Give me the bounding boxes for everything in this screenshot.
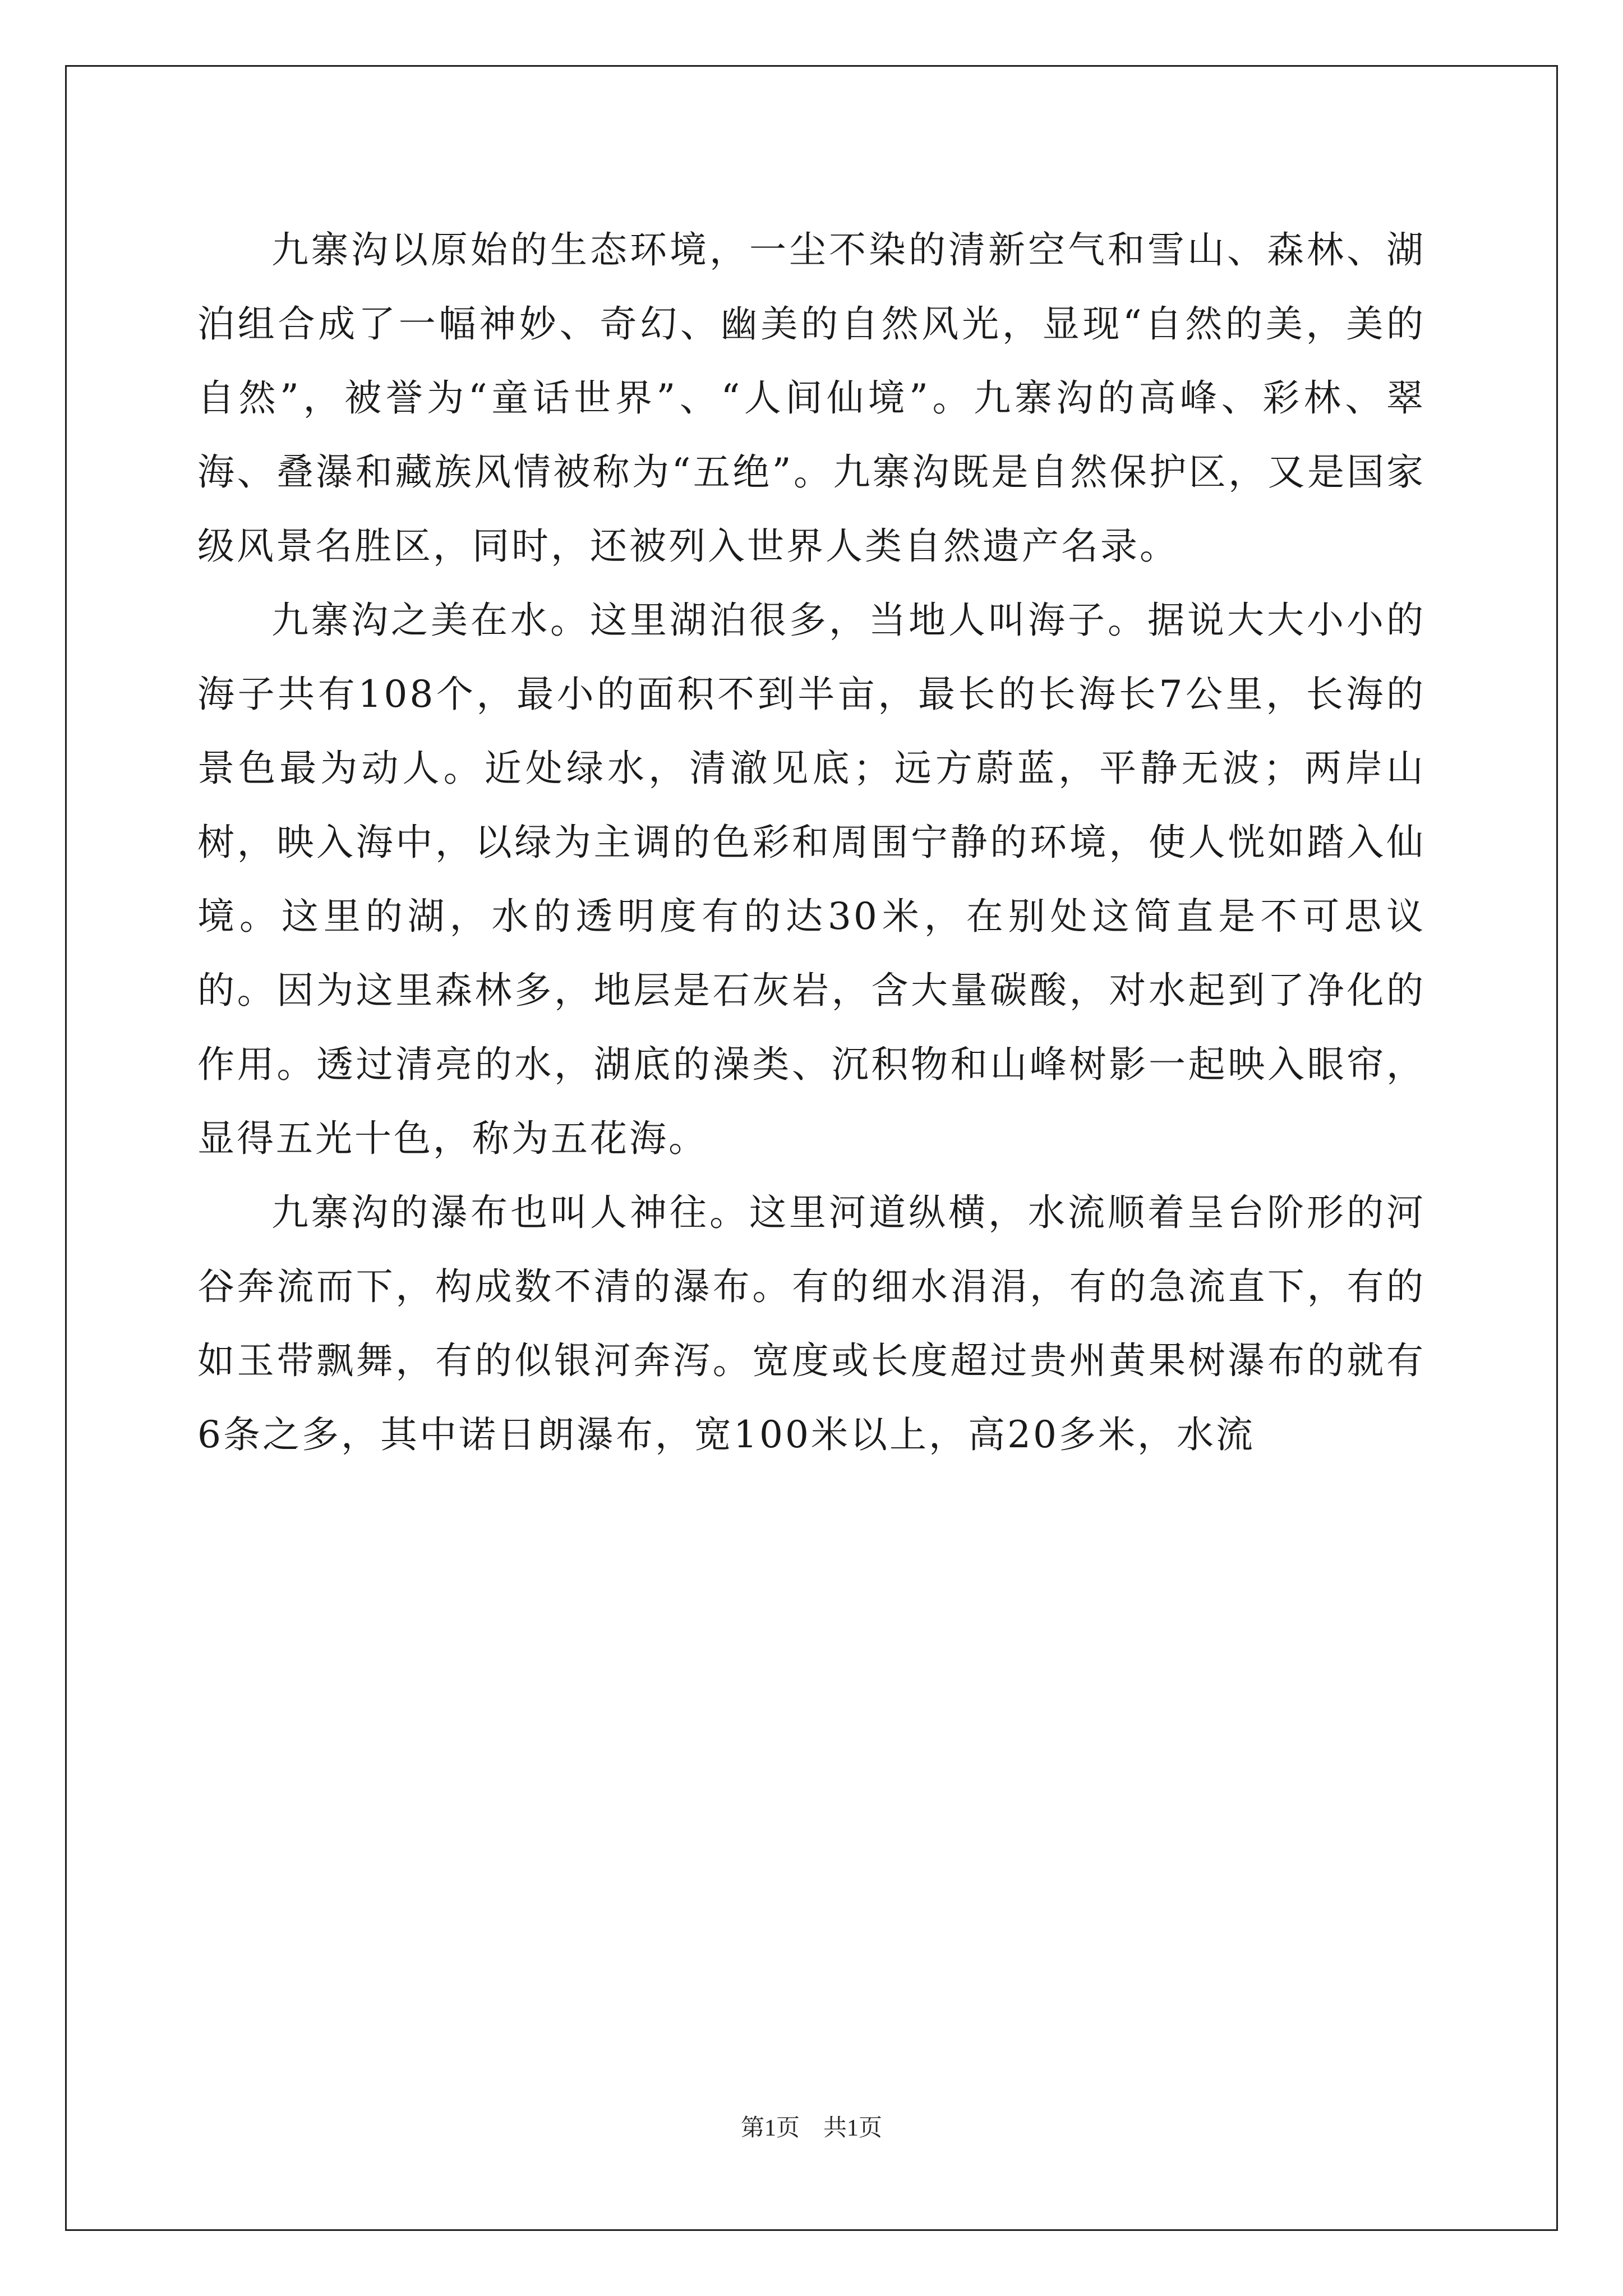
document-body (197, 213, 1426, 1472)
paragraph-2: 九寨沟之美在水。这里湖泊很多，当地人叫海子。据说大大小小的海子共有108个，最小的面积不到半亩，最长的长海长7公里，长海的景色最为动人。近处绿水，清澈见底；远方蔚蓝，平静无波；两岸山树，映入海中，以绿为主调的色彩和周围宁静的环境，使人恍如踏入仙境。这里的湖，水的透明度有的达30米，在别处这简直是不可思议的。因为这里森林多，地层是石灰岩，含大量碳酸，对水起到了净化的作用。透过清亮的水，湖底的澡类、沉积物和山峰树影一起映入眼帘，显得五光十色，称为五花海。 (197, 599, 1426, 1160)
page-number-footer: 第1页 共1页 (740, 2115, 882, 2141)
paragraph-3: 九寨沟的瀑布也叫人神往。这里河道纵横，水流顺着呈台阶形的河谷奔流而下，构成数不清的瀑布。有的细水涓涓，有的急流直下，有的如玉带飘舞，有的似银河奔泻。宽度或长度超过贵州黄果树瀑布的就有6条之多，其中诺日朗瀑布，宽100米以上，高20多米，水流 (197, 1191, 1426, 1456)
paragraph-1: 九寨沟以原始的生态环境，一尘不染的清新空气和雪山、森林、湖泊组合成了一幅神妙、奇幻、幽美的自然风光，显现“自然的美，美的自然”，被誉为“童话世界”、“人间仙境”。九寨沟的高峰、彩林、翠海、叠瀑和藏族风情被称为“五绝”。九寨沟既是自然保护区，又是国家级风景名胜区，同时，还被列入世界人类自然遗产名录。 (197, 228, 1426, 568)
